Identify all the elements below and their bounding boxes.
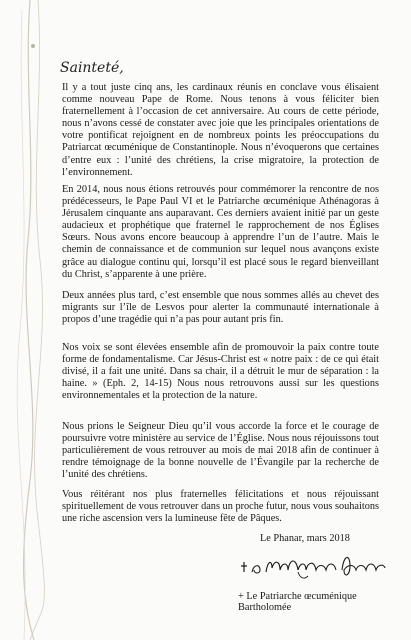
paragraph-5-text: Nous prions le Seigneur Dieu qu’il vous accorde la force et le courage de poursuivre votre ministère au service de l’Église. Nous nous réjouissons tout particulièrement de vous retrouver au mois de mai 2018 afin de continuer à rendre témoignage de la bonne nouvelle de l’Évangile par la recherche de l’unité des chrétiens. [62, 421, 379, 481]
paragraph-2-text: En 2014, nous nous étions retrouvés pour commémorer la rencontre de nos prédécesseurs, le Pape Paul VI et le Patriarche œcuménique Athénagoras à Jérusalem cinquante ans auparavant. Ces derniers avaient initié par un geste audacieux et prophétique que fraternel le rapprochement de nos Églises Sœurs. Nous avons encore beaucoup à apprendre l’un de l’autre. Mais le chemin de connaissance et de communion sur lequel nous avançons existe grâce au dialogue continu qui, lorsqu’il est placé sous le regard bienveillant du Christ, s’apparente à une prière. [62, 184, 379, 280]
paragraph-4 [62, 342, 379, 402]
paragraph-4-text: Nos voix se sont élevées ensemble afin de promouvoir la paix contre toute forme de fondamentalisme. Car Jésus-Christ est « notre paix : de ce qui était divisé, il a fait une unité. Dans sa chair, il a détruit le mur de séparation : la haine. » (Eph. 2, 14-15) Nous nous retrouvons aussi sur les questions environnementales et la protection de la nature. [62, 342, 379, 402]
place-date: Le Phanar, mars 2018 [260, 533, 350, 544]
paragraph-3-text: Deux années plus tard, c’est ensemble que nous sommes allés au chevet des migrants sur l’île de Lesvos pour alerter la communauté internationale à propos d’une tragédie qui n’a pas pour autant pris fin. [62, 290, 379, 326]
paragraph-5 [62, 421, 379, 481]
paragraph-2 [62, 184, 379, 281]
salutation: Sainteté, [60, 60, 124, 76]
binding-string [0, 0, 52, 640]
paragraph-3 [62, 290, 379, 326]
signer-name: + Le Patriarche œcuménique Bartholomée [238, 591, 357, 613]
paragraph-6-text: Vous réitérant nos plus fraternelles félicitations et nous réjouissant spirituellement de vous retrouver dans un proche futur, nous vous souhaitons une riche ascension vers la lumineuse fête de Pâques. [62, 489, 379, 525]
paragraph-1 [62, 82, 379, 179]
handwritten-signature [238, 548, 388, 582]
paragraph-6 [62, 489, 379, 525]
paragraph-1-text: Il y a tout juste cinq ans, les cardinaux réunis en conclave vous élisaient comme nouveau Pape de Rome. Nous tenons à vous féliciter bien fraternellement à l’occasion de cet anniversaire. Au cours de cette période, nous n’avons cessé de constater avec joie que les principales orientations de votre pontificat rejoignent en de nombreux points les préoccupations du Patriarcat œcuménique de Constantinople. Nous n’évoquerons que certaines d’entre eux : l’unité des chrétiens, la crise migratoire, la protection de l’environnement. [62, 82, 379, 178]
